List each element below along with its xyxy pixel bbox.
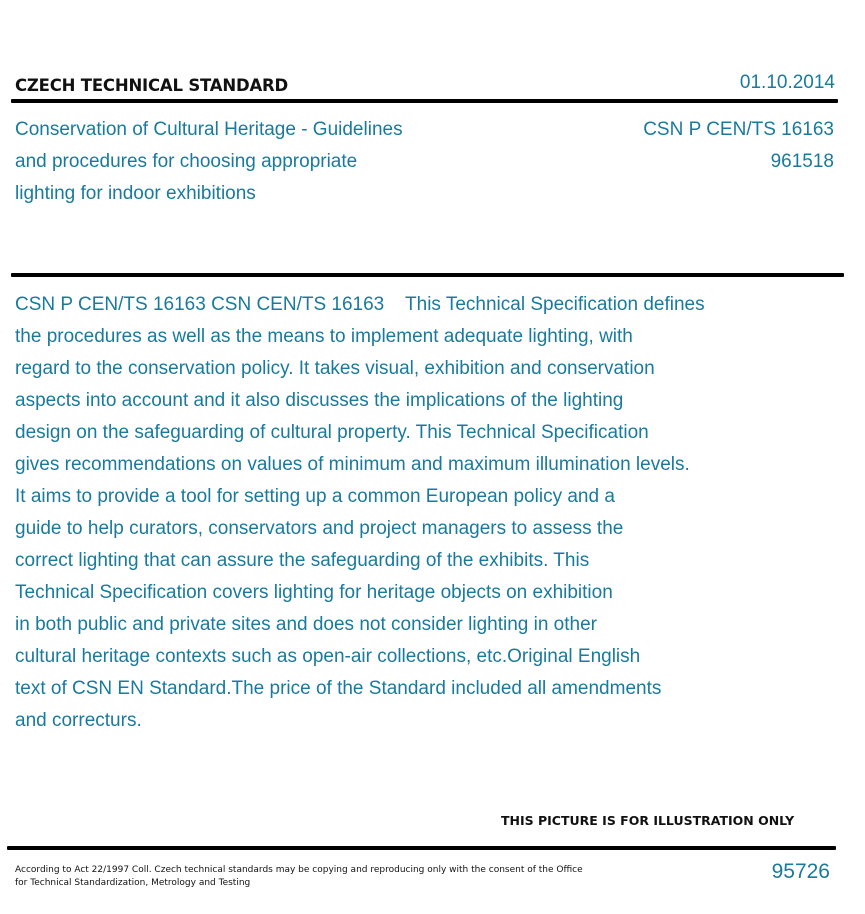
description-line: aspects into account and it also discusses the implications of the lighting (15, 390, 624, 411)
title-divider (11, 273, 844, 277)
description-line: design on the safeguarding of cultural property. This Technical Specification (15, 422, 649, 443)
description-line: guide to help curators, conservators and project managers to assess the (15, 518, 624, 539)
document-category-label: CZECH TECHNICAL STANDARD (15, 76, 289, 95)
description-line: It aims to provide a tool for setting up a common European policy and a (15, 486, 615, 507)
description-line: the procedures as well as the means to implement adequate lighting, with (15, 326, 633, 347)
footer-divider (7, 846, 836, 850)
legal-notice-line: According to Act 22/1997 Coll. Czech technical standards may be copying and reproducing only with the consent of the Office (15, 865, 583, 875)
header-divider (11, 99, 838, 103)
illustration-disclaimer: THIS PICTURE IS FOR ILLUSTRATION ONLY (501, 813, 795, 828)
description-line: regard to the conservation policy. It takes visual, exhibition and conservation (15, 358, 655, 379)
description-line: in both public and private sites and does not consider lighting in other (15, 614, 597, 635)
publication-date: 01.10.2014 (739, 72, 835, 93)
standard-description (15, 289, 835, 737)
document-number: 95726 (771, 860, 830, 883)
standard-codes (643, 114, 834, 178)
description-line: gives recommendations on values of minimum and maximum illumination levels. (15, 454, 690, 475)
description-line: and correcturs. (15, 710, 142, 731)
description-line: Technical Specification covers lighting for heritage objects on exhibition (15, 582, 613, 603)
title-line: Conservation of Cultural Heritage - Guidelines (15, 119, 403, 140)
description-line: cultural heritage contexts such as open-air collections, etc.Original English (15, 646, 641, 667)
standard-code: CSN P CEN/TS 16163 (643, 119, 834, 140)
catalog-number: 961518 (770, 151, 834, 172)
title-line: and procedures for choosing appropriate (15, 151, 358, 172)
description-line: CSN P CEN/TS 16163 CSN CEN/TS 16163 This Technical Specification defines (15, 294, 705, 315)
description-line: correct lighting that can assure the safeguarding of the exhibits. This (15, 550, 590, 571)
standard-title (15, 114, 485, 210)
title-line: lighting for indoor exhibitions (15, 183, 256, 204)
legal-notice-line: for Technical Standardization, Metrology and Testing (15, 878, 251, 888)
legal-notice (15, 864, 595, 890)
description-line: text of CSN EN Standard.The price of the Standard included all amendments (15, 678, 662, 699)
